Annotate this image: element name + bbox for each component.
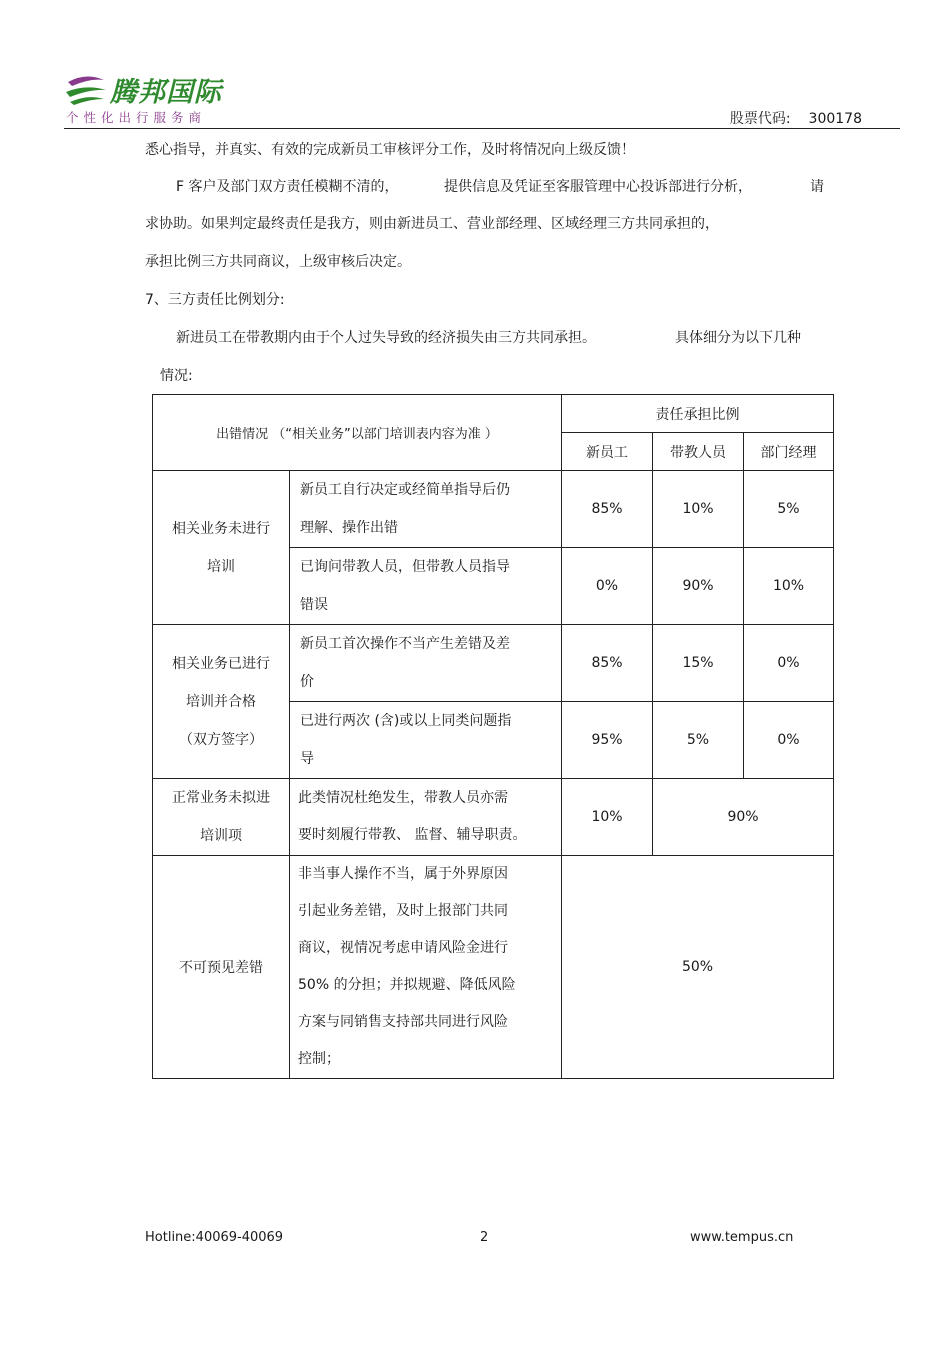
ratio-trainer: 5% xyxy=(653,702,744,779)
table-row xyxy=(153,625,834,702)
ratio-trainer: 90% xyxy=(653,548,744,625)
intro-part-b: 具体细分为以下几种 xyxy=(675,330,801,346)
group-label-trained: 相关业务已进行 培训并合格 （双方签字） xyxy=(153,625,290,779)
header-error-situation: 出错情况 （“相关业务”以部门培训表内容为准 ） xyxy=(153,395,562,471)
row-description: 已询问带教人员，但带教人员指导 错误 xyxy=(290,548,562,625)
header-responsibility-ratio: 责任承担比例 xyxy=(562,395,834,433)
table-row xyxy=(153,471,834,548)
ratio-shared: 50% xyxy=(562,856,834,1079)
item-f-part-b: 提供信息及凭证至客服管理中心投诉部进行分析， xyxy=(444,179,752,195)
row-description: 此类情况杜绝发生，带教人员亦需 要时刻履行带教、 监督、辅导职责。 xyxy=(290,779,562,856)
ratio-new-employee: 10% xyxy=(562,779,653,856)
ratio-trainer: 15% xyxy=(653,625,744,702)
table-row xyxy=(153,856,834,1079)
responsibility-ratio-table xyxy=(152,394,834,1079)
paragraph-line-3: 求协助。如果判定最终责任是我方，则由新进员工、营业部经理、区域经理三方共同承担的， xyxy=(145,216,719,232)
row-description: 非当事人操作不当，属于外界原因 引起业务差错，及时上报部门共同 商议，视情况考虑申请风险金进行 50% 的分担；并拟规避、降低风险 方案与同销售支持部共同进行风险 控制； xyxy=(290,856,562,1079)
row-description: 新员工自行决定或经简单指导后仍 理解、操作出错 xyxy=(290,471,562,548)
item-f-part-a: F 客户及部门双方责任模糊不清的， xyxy=(176,179,399,195)
row-description: 新员工首次操作不当产生差错及差 价 xyxy=(290,625,562,702)
logo-swoosh-icon xyxy=(64,72,110,106)
group-label-not-planned: 正常业务未拟进 培训项 xyxy=(153,779,290,856)
ratio-manager: 10% xyxy=(744,548,834,625)
header-dept-manager: 部门经理 xyxy=(744,433,834,471)
paragraph-line-4: 承担比例三方共同商议，上级审核后决定。 xyxy=(145,254,411,270)
stock-code-line xyxy=(730,108,862,128)
header-new-employee: 新员工 xyxy=(562,433,653,471)
ratio-new-employee: 85% xyxy=(562,471,653,548)
ratio-manager: 0% xyxy=(744,625,834,702)
ratio-new-employee: 0% xyxy=(562,548,653,625)
header-divider xyxy=(64,128,900,129)
stock-code: 300178 xyxy=(808,111,862,127)
ratio-trainer-and-manager: 90% xyxy=(653,779,834,856)
paragraph-line-1: 悉心指导，并真实、有效的完成新员工审核评分工作，及时将情况向上级反馈！ xyxy=(145,142,635,158)
ratio-trainer: 10% xyxy=(653,471,744,548)
section-heading-7: 7、三方责任比例划分: xyxy=(145,292,285,308)
ratio-manager: 5% xyxy=(744,471,834,548)
ratio-new-employee: 95% xyxy=(562,702,653,779)
table-row xyxy=(153,779,834,856)
group-label-untrained: 相关业务未进行 培训 xyxy=(153,471,290,625)
row-description: 已进行两次 (含)或以上同类问题指 导 xyxy=(290,702,562,779)
header-trainer: 带教人员 xyxy=(653,433,744,471)
logo-name: 腾邦国际 xyxy=(110,77,222,108)
intro-part-c: 情况: xyxy=(160,368,193,384)
company-logo xyxy=(64,70,239,130)
ratio-new-employee: 85% xyxy=(562,625,653,702)
group-label-unforeseen: 不可预见差错 xyxy=(153,856,290,1079)
ratio-manager: 0% xyxy=(744,702,834,779)
stock-label: 股票代码: xyxy=(729,111,791,127)
footer-hotline: Hotline:40069-40069 xyxy=(145,1230,284,1245)
intro-part-a: 新进员工在带教期内由于个人过失导致的经济损失由三方共同承担。 xyxy=(176,330,596,346)
footer-page-number: 2 xyxy=(480,1230,489,1245)
footer-website: www.tempus.cn xyxy=(690,1230,794,1245)
item-f-part-c: 请 xyxy=(810,179,824,195)
logo-tagline: 个性化出行服务商 xyxy=(66,110,207,125)
